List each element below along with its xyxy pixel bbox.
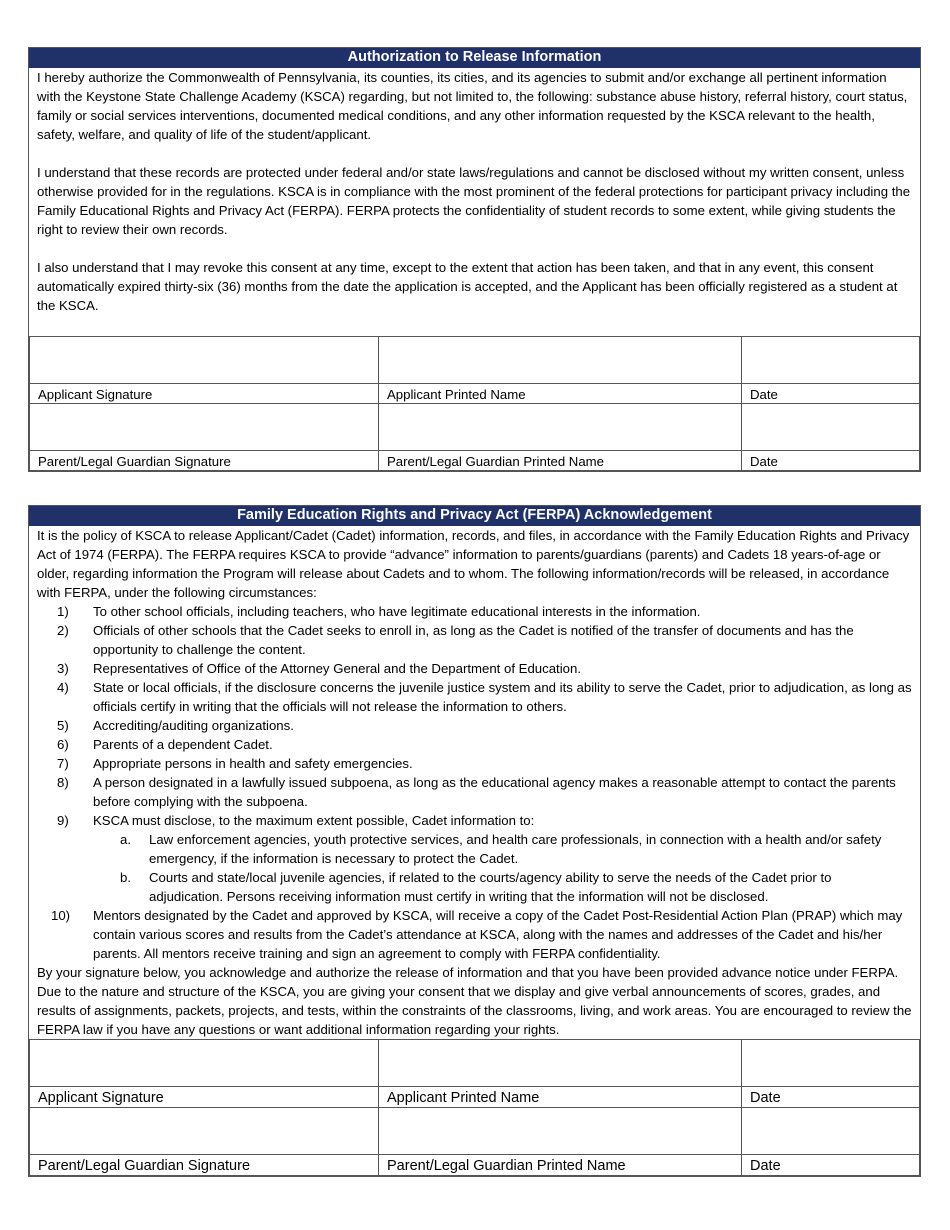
ferpa-guardian-date-label: Date (742, 1155, 920, 1176)
ferpa-guardian-printed-name-label: Parent/Legal Guardian Printed Name (379, 1155, 742, 1176)
list-item: 8) A person designated in a lawfully issued subpoena, as long as the educational agency makes a reasonable attempt to contact the parents before complying with the subpoena. (57, 775, 896, 809)
list-item: 7) Appropriate persons in health and safety emergencies. (57, 756, 413, 771)
ferpa-guardian-date-field[interactable] (742, 1108, 920, 1155)
authorization-section (28, 47, 921, 472)
authorization-paragraph-2: I understand that these records are protected under federal and/or state laws/regulations and cannot be disclosed without my written consent, unless otherwise provided for in the regulations. KSCA is in compliance with the most prominent of the federal protections for participant privacy including the Family Educational Rights and Privacy Act (FERPA). FERPA protects the confidentiality of student records to some extent, while giving students the right to review their own records. (37, 165, 911, 237)
ferpa-section (28, 505, 921, 1177)
guardian-date-field[interactable] (742, 404, 920, 451)
list-item: 10) Mentors designated by the Cadet and approved by KSCA, will receive a copy of the Cadet Post-Residential Action Plan (PRAP) which may contain various scores and results from the Cadet’s attendance at KSCA, along with the names and addresses of the Cadet and his/her parents. All mentors receive training and sign an agreement to comply with FERPA confidentiality. (51, 908, 903, 961)
ferpa-applicant-printed-name-label: Applicant Printed Name (379, 1087, 742, 1108)
list-item: 9) KSCA must disclose, to the maximum extent possible, Cadet information to: a. Law enforcement agencies, youth protective services, and health care professionals, in connection with a health and/or safety emergency, if the information is necessary to protect the Cadet. b. Courts and state/local juvenile agencies, if related to the courts/agency ability to serve the needs of the Cadet prior to adjudication. Persons receiving information must certify in writing that the information will not be disclosed. (29, 811, 920, 906)
applicant-date-field[interactable] (742, 337, 920, 384)
applicant-signature-field[interactable] (30, 337, 379, 384)
list-item: 4) State or local officials, if the disclosure concerns the juvenile justice system and its ability to serve the Cadet, prior to adjudication, as long as officials certify in writing that the officials will not release the information to others. (57, 680, 912, 714)
ferpa-guardian-printed-name-field[interactable] (379, 1108, 742, 1155)
ferpa-signature-table (29, 1039, 920, 1176)
ferpa-sub-list (93, 830, 914, 906)
ferpa-applicant-date-field[interactable] (742, 1040, 920, 1087)
applicant-signature-label: Applicant Signature (30, 384, 379, 404)
applicant-printed-name-label: Applicant Printed Name (379, 384, 742, 404)
ferpa-applicant-printed-name-field[interactable] (379, 1040, 742, 1087)
list-item: 5) Accrediting/auditing organizations. (57, 718, 294, 733)
authorization-paragraph-1: I hereby authorize the Commonwealth of Pennsylvania, its counties, its cities, and its agencies to submit and/or exchange all pertinent information with the Keystone State Challenge Academy (KSCA) regarding, but not limited to, the following: substance abuse history, referral history, court status, family or social services interventions, documented medical conditions, and any other information requested by the KSCA relevant to the health, safety, welfare, and quality of life of the student/applicant. (37, 70, 908, 142)
list-item: 6) Parents of a dependent Cadet. (57, 737, 273, 752)
guardian-signature-label: Parent/Legal Guardian Signature (30, 451, 379, 471)
guardian-printed-name-field[interactable] (379, 404, 742, 451)
authorization-paragraph-3: I also understand that I may revoke this consent at any time, except to the extent that action has been taken, and that in any event, this consent automatically expired thirty-six (36) months from the date the application is accepted, and the Applicant has been officially registered as a student at the KSCA. (37, 260, 898, 313)
list-item: 3) Representatives of Office of the Attorney General and the Department of Education. (57, 661, 581, 676)
sub-list-item: a. Law enforcement agencies, youth protective services, and health care professionals, in connection with a health and/or safety emergency, if the information is necessary to protect the Cadet. (120, 832, 882, 866)
ferpa-circumstances-list (29, 602, 920, 963)
sub-list-item: b. Courts and state/local juvenile agencies, if related to the courts/agency ability to serve the needs of the Cadet prior to adjudication. Persons receiving information must certify in writing that the information will not be disclosed. (120, 870, 832, 904)
authorization-signature-table (29, 336, 920, 471)
authorization-title: Authorization to Release Information (29, 48, 920, 68)
ferpa-applicant-signature-label: Applicant Signature (30, 1087, 379, 1108)
ferpa-closing: By your signature below, you acknowledge and authorize the release of information and that you have been provided advance notice under FERPA. Due to the nature and structure of the KSCA, you are giving your consent that we display and give verbal announcements of scores, grades, and results of assignments, packets, projects, and tests, within the constraints of the classrooms, living, and work areas. You are encouraged to review the FERPA law if you have any questions or want additional information regarding your rights. (37, 965, 912, 1037)
applicant-printed-name-field[interactable] (379, 337, 742, 384)
applicant-date-label: Date (742, 384, 920, 404)
ferpa-intro: It is the policy of KSCA to release Applicant/Cadet (Cadet) information, records, and files, in accordance with the Family Education Rights and Privacy Act of 1974 (FERPA). The FERPA requires KSCA to provide “advance” information to parents/guardians (parents) and Cadets 18 years-of-age or older, regarding information the Program will release about Cadets and to whom. The following information/records will be released, in accordance with FERPA, under the following circumstances: (37, 528, 910, 600)
ferpa-title: Family Education Rights and Privacy Act (FERPA) Acknowledgement (29, 506, 920, 526)
guardian-signature-field[interactable] (30, 404, 379, 451)
ferpa-guardian-signature-label: Parent/Legal Guardian Signature (30, 1155, 379, 1176)
guardian-printed-name-label: Parent/Legal Guardian Printed Name (379, 451, 742, 471)
guardian-date-label: Date (742, 451, 920, 471)
ferpa-applicant-signature-field[interactable] (30, 1040, 379, 1087)
ferpa-applicant-date-label: Date (742, 1087, 920, 1108)
list-item: 2) Officials of other schools that the Cadet seeks to enroll in, as long as the Cadet is notified of the transfer of documents and has the opportunity to challenge the content. (57, 623, 854, 657)
list-item: 1) To other school officials, including teachers, who have legitimate educational interests in the information. (57, 604, 701, 619)
ferpa-guardian-signature-field[interactable] (30, 1108, 379, 1155)
